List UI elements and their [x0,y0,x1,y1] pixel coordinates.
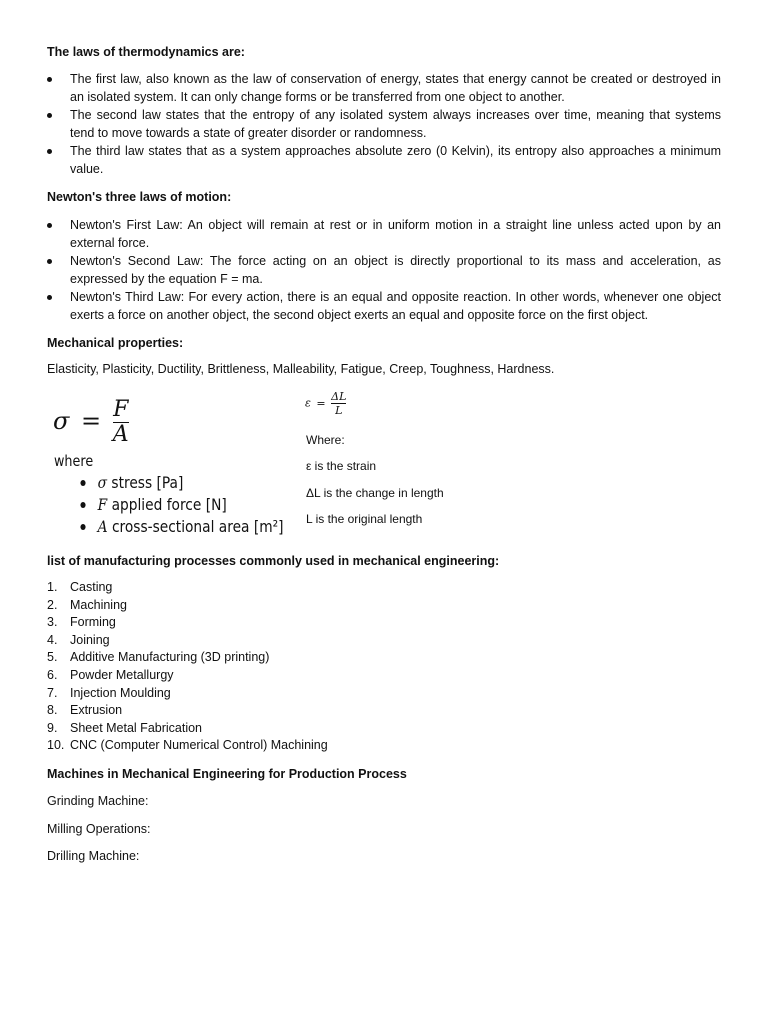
thermo-heading: The laws of thermodynamics are: [47,45,245,59]
strain-line: ΔL is the change in length [306,486,444,500]
strain-line: ε is the strain [306,459,377,473]
list-item: 3. Forming [47,615,116,630]
machine-item: Drilling Machine: [47,849,140,863]
list-item: The third law states that as a system approaches absolute zero (0 Kelvin), its entropy also approaches a minimum value. [47,142,721,178]
list-item: 2. Machining [47,597,127,612]
bullet-icon [47,223,52,228]
mechanical-text: Elasticity, Plasticity, Ductility, Brittleness, Malleability, Fatigue, Creep, Toughness, Hardness. [47,362,555,376]
manufacturing-heading: list of manufacturing processes commonly used in mechanical engineering: [47,554,500,568]
list-item: 7. Injection Moulding [47,685,171,700]
list-item: The first law, also known as the law of conservation of energy, states that energy cannot be created or destroyed in an isolated system. It can only change forms or be transferred from one object to another. [47,70,721,106]
machine-item: Milling Operations: [47,822,151,836]
bullet-icon [47,259,52,264]
machine-item: Grinding Machine: [47,794,149,808]
stress-formula: σ = $\frac{F}{A}$ [53,397,129,447]
manufacturing-list [47,579,328,755]
bullet-icon [47,113,52,118]
bullet-icon [80,480,85,486]
list-item: Newton's Third Law: For every action, there is an equal and opposite reaction. In other words, whenever one object exerts a force on another object, the second object exerts an equal and opposite force on the first object. [47,288,721,324]
strain-line: L is the original length [306,512,423,526]
list-item: 10. CNC (Computer Numerical Control) Machining [47,738,328,753]
bullet-icon [47,77,52,82]
list-item: 8. Extrusion [47,703,123,718]
strain-where-label: Where: [306,433,345,447]
list-item: 4. Joining [47,632,110,647]
list-item: σ stress [Pa] [77,472,284,494]
list-item: Newton's First Law: An object will remain at rest or in uniform motion in a straight line unless acted upon by an external force. [47,216,721,252]
list-item: 5. Additive Manufacturing (3D printing) [47,650,270,665]
bullet-icon [80,502,85,508]
bullet-icon [47,295,52,300]
newton-heading: Newton's three laws of motion: [47,190,232,204]
stress-fraction: $\frac{F}{A}$ [112,397,129,447]
list-item: Newton's Second Law: The force acting on an object is directly proportional to its mass and acceleration, as expressed by the equation F = ma. [47,252,721,288]
list-item: A cross-sectional area [m²] [77,516,284,538]
list-item: 9. Sheet Metal Fabrication [47,720,203,735]
bullet-icon [80,524,85,530]
machines-heading: Machines in Mechanical Engineering for Production Process [47,767,407,781]
stress-where-label: where [54,452,94,470]
list-item: F applied force [N] [77,494,284,516]
strain-formula: ε = $\frac{\Delta L}{L}$ [305,390,347,417]
list-item: 6. Powder Metallurgy [47,667,174,682]
newton-list [47,216,721,324]
stress-definitions [77,472,317,538]
mechanical-heading: Mechanical properties: [47,336,184,350]
strain-fraction: $\frac{\Delta L}{L}$ [331,390,347,417]
list-item: The second law states that the entropy of any isolated system always increases over time, meaning that systems tend to move towards a state of greater disorder or randomness. [47,106,721,142]
thermo-list [47,70,721,178]
list-item: 1. Casting [47,580,113,594]
bullet-icon [47,149,52,154]
